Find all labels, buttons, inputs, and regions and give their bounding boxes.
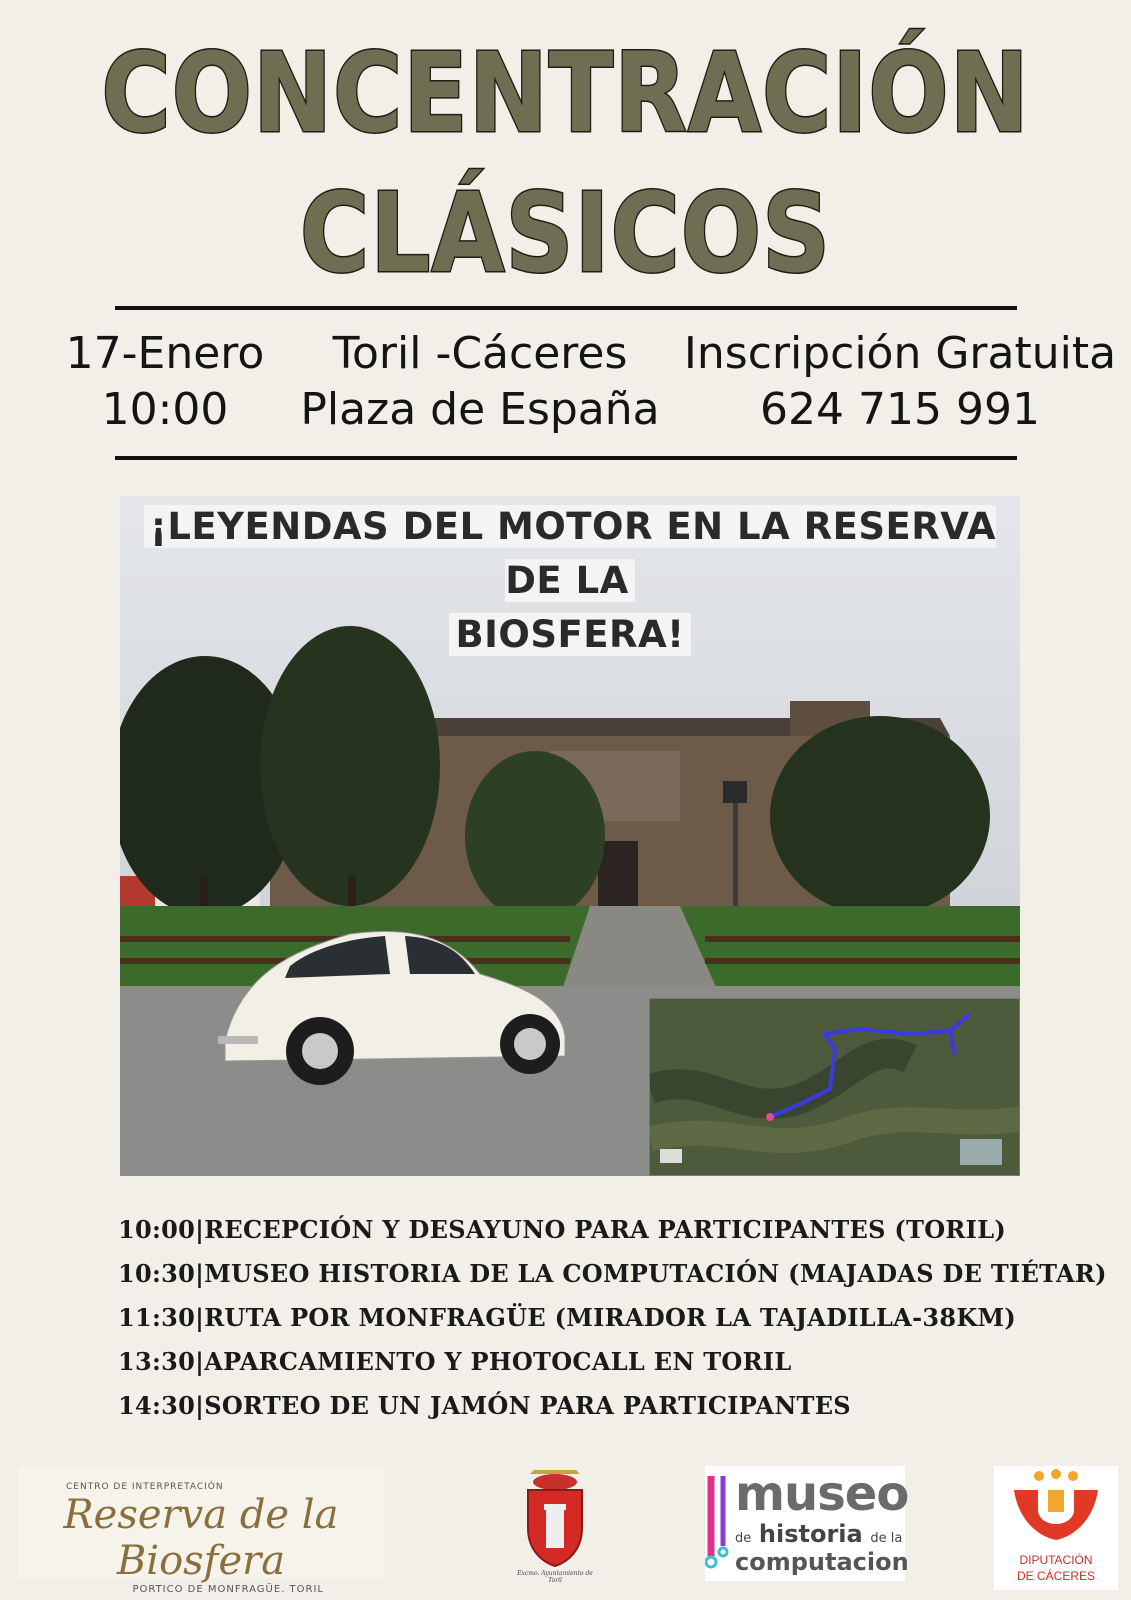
- event-town: Toril -Cáceres: [332, 328, 628, 379]
- event-venue: Plaza de España: [300, 384, 660, 435]
- slogan-line1: ¡LEYENDAS DEL MOTOR EN LA RESERVA DE LA: [144, 505, 996, 602]
- schedule-text: MUSEO HISTORIA DE LA COMPUTACIÓN (MAJADAS DE TIÉTAR): [204, 1259, 1107, 1288]
- slogan-line2: BIOSFERA!: [449, 613, 690, 656]
- coat-of-arms-icon: [516, 1466, 594, 1570]
- reserva-biosfera-logo: [18, 1466, 384, 1595]
- schedule-item: 10:00|RECEPCIÓN Y DESAYUNO PARA PARTICIPANTES (TORIL): [118, 1215, 1007, 1244]
- coat-of-arms-caption: Excmo. Ayuntamiento de Toril: [517, 1570, 593, 1584]
- registration-label: Inscripción Gratuita: [683, 328, 1117, 379]
- museo-logo-word3: computacion: [735, 1548, 909, 1576]
- reserva-logo-top: CENTRO DE INTERPRETACIÓN: [66, 1482, 224, 1492]
- divider-bottom: [115, 456, 1017, 460]
- reserva-logo-name: Reserva de la Biosfera: [63, 1492, 339, 1584]
- schedule-time: 10:30: [118, 1259, 196, 1288]
- schedule-text: APARCAMIENTO Y PHOTOCALL EN TORIL: [204, 1347, 792, 1376]
- registration-block: [680, 326, 1120, 438]
- route-map: [649, 998, 1020, 1176]
- schedule-item: 14:30|SORTEO DE UN JAMÓN PARA PARTICIPANTES: [118, 1391, 851, 1420]
- toril-coat-of-arms-logo: [516, 1466, 594, 1584]
- museo-computacion-logo: [705, 1466, 909, 1581]
- diputacion-emblem-icon: [994, 1466, 1118, 1546]
- event-time: 10:00: [101, 384, 229, 435]
- schedule-time: 14:30: [118, 1391, 196, 1420]
- schedule-item: 13:30|APARCAMIENTO Y PHOTOCALL EN TORIL: [118, 1347, 792, 1376]
- reserva-logo-sub: PORTICO DE MONFRAGÜE. TORIL: [132, 1584, 324, 1595]
- schedule-list: [118, 1208, 1107, 1428]
- event-date-block: [60, 326, 270, 438]
- circuit-icon: [705, 1466, 735, 1581]
- schedule-time: 10:00: [118, 1215, 196, 1244]
- diputacion-caption: DIPUTACIÓN DE CÁCERES: [1016, 1553, 1096, 1583]
- event-date: 17-Enero: [65, 328, 265, 379]
- schedule-item: 11:30|RUTA POR MONFRAGÜE (MIRADOR LA TAJADILLA-38KM): [118, 1303, 1017, 1332]
- museo-logo-word1: museo: [735, 1466, 909, 1522]
- schedule-text: RECEPCIÓN Y DESAYUNO PARA PARTICIPANTES (TORIL): [204, 1215, 1007, 1244]
- poster-title-line2: CLÁSICOS: [299, 169, 832, 297]
- registration-phone: 624 715 991: [760, 384, 1040, 435]
- divider-top: [115, 306, 1017, 310]
- event-location-block: [300, 326, 660, 438]
- schedule-time: 11:30: [118, 1303, 196, 1332]
- schedule-time: 13:30: [118, 1347, 196, 1376]
- schedule-text: SORTEO DE UN JAMÓN PARA PARTICIPANTES: [204, 1391, 851, 1420]
- event-photo: [120, 496, 1020, 1176]
- slogan-banner: [120, 500, 1020, 662]
- poster-title-line1: CONCENTRACIÓN: [101, 29, 1030, 157]
- schedule-text: RUTA POR MONFRAGÜE (MIRADOR LA TAJADILLA-38KM): [204, 1303, 1017, 1332]
- museo-logo-word2: de historia de la: [735, 1520, 903, 1548]
- diputacion-caceres-logo: [994, 1466, 1118, 1590]
- schedule-item: 10:30|MUSEO HISTORIA DE LA COMPUTACIÓN (MAJADAS DE TIÉTAR): [118, 1259, 1107, 1288]
- route-map-image: [650, 999, 1020, 1176]
